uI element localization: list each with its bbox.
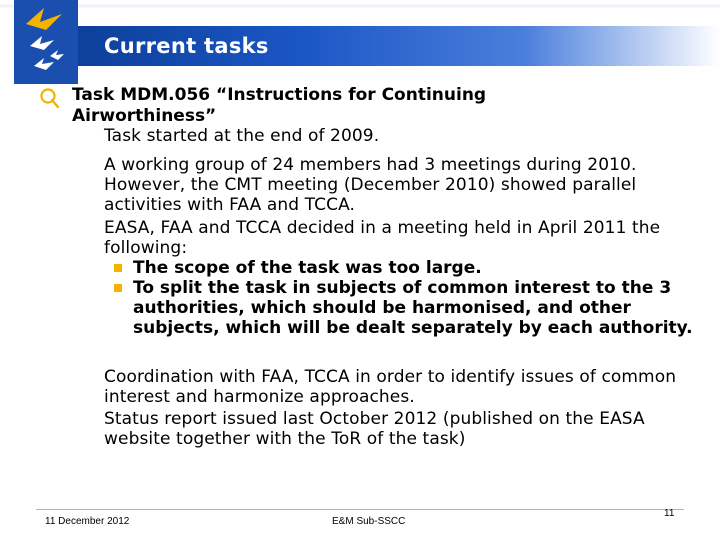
paragraph-decision: EASA, FAA and TCCA decided in a meeting held in April 2011 the following: [104, 218, 661, 258]
sub-bullet-item [104, 278, 704, 338]
paragraph-coordination: Coordination with FAA, TCCA in order to identify issues of common interest and harmonize approaches. [104, 367, 677, 407]
paragraph-working-group: A working group of 24 members had 3 meetings during 2010. However, the CMT meeting (December 2010) showed parallel activities with FAA and TCCA. [104, 155, 637, 215]
easa-birds-logo [4, 0, 88, 84]
task-heading-line1: Task MDM.056 “Instructions for Continuing [72, 85, 487, 105]
square-bullet-icon [114, 284, 122, 292]
task-heading-line2: Airworthiness” [72, 106, 217, 126]
footer-center: E&M Sub-SSCC [332, 516, 406, 527]
page-title: Current tasks [104, 34, 269, 58]
sub-bullet-item [104, 258, 704, 278]
footer-date: 11 December 2012 [45, 516, 130, 527]
sub-bullet-list [104, 258, 704, 338]
page-number: 11 [664, 508, 675, 519]
square-bullet-icon [114, 264, 122, 272]
arrow-bullet-icon [40, 87, 60, 109]
task-heading [72, 85, 692, 127]
footer-divider [36, 509, 684, 510]
paragraph-start: Task started at the end of 2009. [104, 126, 380, 146]
sub-bullet-text: The scope of the task was too large. [133, 258, 482, 278]
paragraph-status-report: Status report issued last October 2012 (published on the EASA website together with the ToR of the task) [104, 409, 645, 449]
sub-bullet-text: To split the task in subjects of common interest to the 3 authorities, which should be harmonised, and other subjects, which will be dealt separately by each authority. [133, 278, 693, 338]
